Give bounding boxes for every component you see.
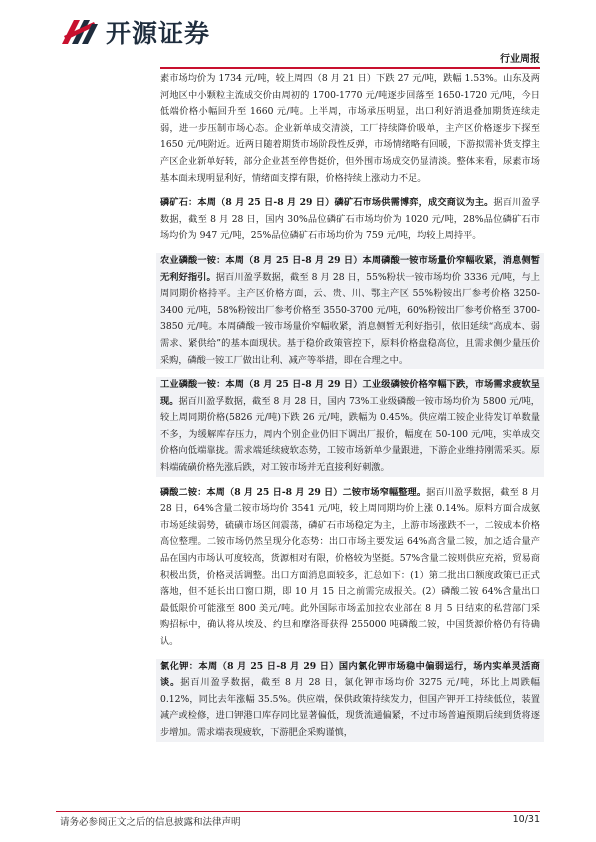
header-divider [160, 67, 540, 69]
paragraph-text: 据百川盈孚数据，截至 8 月 28 日，64%含量二铵市场均价 3541 元/吨，较上周同期均价上涨 0.14%。原料方面合成氨市场延续弱势，硫磺市场区间震荡，磷矿石市场稳定为主，上游市场涨跌不一，二铵成本价格高位整理。二铵市场仍然呈现分化态势：出口市场主要发运 64%高含量二铵，加之适合量产品在国内市场认可度较高，货源相对有限，价格较为坚挺。57%含量二铵则供应充裕，贸易商积极出货，价格灵活调整。出口方面消息面较多，汇总如下：(1）第二批出口额度政策已正式落地，但不延长出口窗口期，即 10 月 15 日之前需完成报关。(2）磷酸二铵 64%含量出口最低限价可能涨至 800 美元/吨。此外国际市场孟加拉农业部在 8 月 5 日结束的私营部门采购招标中，确认将从埃及、约旦和摩洛哥获得 255000 吨磷酸二铵，中国货源价格仍有待确认。 [160, 486, 540, 647]
footer-disclaimer: 请务必参阅正文之后的信息披露和法律声明 [60, 817, 241, 828]
footer-divider [56, 811, 540, 812]
paragraph-heading: 农业磷酸一铵：本周（8 月 25 日-8 月 29 日）本周磷酸一铵市场量价窄幅收紧，消息侧暂无利好指引。 [160, 254, 540, 283]
paragraph-text: 据百川盈孚数据，截至 8 月 28 日，氯化钾市场均价 3275 元/吨，环比上周跌幅 0.12%，同比去年涨幅 35.5%。供应端，保供政策持续发力，但国产钾开工持续低位，装置减产或检修，进口钾港口库存同比显著偏低，现货流通偏紧，不过市场普遍预期后续到货将逐步增加。需求端表现疲软，下游肥企采购谨慎， [160, 677, 540, 738]
paragraph-heading: 磷酸二铵：本周（8 月 25 日-8 月 29 日）二铵市场窄幅整理。 [160, 486, 427, 498]
paragraph-text: 据百川盈孚数据，截至 8 月 28 日，国内 73%工业级磷酸一铵市场均价为 5800 元/吨，较上周同期价格(5826 元/吨)下跌 26 元/吨，跌幅为 0.45%。供应端工铵企业待发订单数量不多，为缓解库存压力，周内个别企业仍旧下调出厂报价，幅度在 50-100 元/吨，实单成交价格向低端靠拢。需求端延续疲软态势，工铵市场新单少量跟进，下游企业维持刚需采买。原料端硫磺价格先涨后跌，对工铵市场并无直接利好刺激。 [160, 395, 540, 474]
paragraph-potash [156, 659, 544, 742]
page-number: 10/31 [512, 814, 540, 825]
paragraph-phosphate-rock [160, 195, 540, 245]
paragraph-text: 据百川盈孚数据，截至 8 月 28 日，55%粉状一铵市场均价 3336 元/吨，与上周同期价格持平。主产区价格方面，云、贵、川、鄂主产区 55%粉铵出厂参考价格 3250-3400 元/吨，58%粉铵出厂参考价格至 3550-3700 元/吨，60%粉铵出厂参考价格至 3700-3850 元/吨。本周磷酸一铵市场量价窄幅收紧，消息侧暂无利好指引，依旧延续“高成本、弱需求、紧供给”的基本面现状。基于稳价政策管控下，原料价格盘稳高位，且需求侧少量压价采购，磷酸一铵工厂做出让利、减产等举措，即在合理之中。 [160, 271, 540, 366]
paragraph-heading: 氯化钾：本周（8 月 25 日-8 月 29 日）国内氯化钾市场稳中偏弱运行，场内实单灵活商谈。 [160, 660, 540, 689]
page-header [0, 0, 596, 70]
paragraph-urea [160, 71, 540, 187]
paragraph-industrial-map [156, 377, 544, 477]
paragraph-heading: 工业磷酸一铵：本周（8 月 25 日-8 月 29 日）工业级磷铵价格窄幅下跌，市场需求疲软呈现。 [160, 379, 540, 407]
paragraph-agri-map [156, 253, 544, 369]
report-type-label: 行业周报 [500, 54, 540, 65]
paragraph-text: 素市场均价为 1734 元/吨，较上周四（8 月 21 日）下跌 27 元/吨，跌幅 1.53%。山东及两河地区中小颗粒主流成交价由周初的 1700-1770 元/吨逐步回落至 1650-1720 元/吨，今日低端价格小幅回升至 1660 元/吨。上半周，市场承压明显，出口利好消退叠加期货连续走弱，进一步压制市场心态。企业新单成交清淡，工厂持续降价吸单，主产区价格逐步下探至 1650 元/吨附近。近两日随着期货市场阶段性反弹，市场情绪略有回暖，下游拟需补货支撑主产区企业新单好转，部分企业甚至停售挺价，但外围市场成交仍显清淡。整体来看，尿素市场基本面未现明显利好，情绪面支撑有限，价格持续上涨动力不足。 [160, 73, 540, 184]
logo-text: 开源证券 [106, 19, 211, 48]
report-body [160, 71, 540, 742]
paragraph-text: 据百川盈孚数据，截至 8 月 28 日，国内 30%品位磷矿石市场均价为 1020 元/吨，28%品位磷矿石市场均价为 947 元/吨，25%品位磷矿石市场均价为 759 元/吨，均较上周持平。 [160, 197, 541, 242]
kaiyuan-logo-icon [60, 14, 100, 50]
paragraph-heading: 磷矿石：本周（8 月 25 日-8 月 29 日）磷矿石市场供需博弈，成交商议为主。 [160, 197, 494, 209]
company-logo [60, 14, 210, 50]
paragraph-dap [160, 485, 540, 651]
